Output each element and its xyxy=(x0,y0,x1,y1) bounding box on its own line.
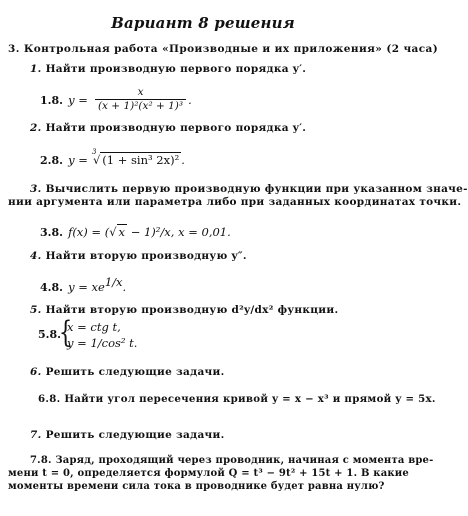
problem-7-8-line1: 7.8. Заряд, проходящий через проводник, начиная с момента вре- xyxy=(30,455,434,466)
problem-1-8 xyxy=(40,86,192,113)
problem-1-8-lhs: y = xyxy=(68,93,88,107)
task-2-text: Найти производную первого порядка y′. xyxy=(45,122,307,134)
task-1-heading xyxy=(30,63,306,75)
task-4-number: 4. xyxy=(30,250,42,262)
problem-2-8 xyxy=(40,149,185,168)
task-1-number: 1. xyxy=(30,63,42,75)
page-title: Вариант 8 решения xyxy=(111,14,295,32)
task-3-number: 3. xyxy=(30,183,42,195)
problem-1-8-fraction xyxy=(95,86,186,113)
problem-4-8-exponent: 1/x xyxy=(104,275,123,289)
problem-4-8-expr: y = xe xyxy=(68,280,105,294)
task-2-number: 2. xyxy=(30,122,42,134)
section-number: 3. xyxy=(8,43,20,55)
task-7-text: Решить следующие задачи. xyxy=(45,429,225,441)
task-5-text: Найти вторую производную d²y/dx² функции. xyxy=(45,304,339,316)
problem-1-8-numerator: x xyxy=(137,86,144,98)
task-6-number: 6. xyxy=(30,366,42,378)
problem-6-8 xyxy=(38,393,436,405)
task-4-heading xyxy=(30,250,247,262)
problem-3-8-radicand xyxy=(117,224,128,239)
problem-3-8-root: √ x xyxy=(109,225,126,239)
problem-5-8-line2: y = 1/cos² t. xyxy=(67,336,138,350)
system-brace: { xyxy=(58,315,73,350)
problem-7-8-line2: мени t = 0, определяется формулой Q = t³ − 9t² + 15t + 1. В какие xyxy=(8,468,409,479)
problem-7-8-line3: моменты времени сила тока в проводнике будет равна нулю? xyxy=(8,481,385,492)
problem-5-8-label: 5.8. xyxy=(38,328,61,341)
problem-2-8-tail: . xyxy=(181,153,185,167)
problem-4-8 xyxy=(40,276,126,295)
task-7-number: 7. xyxy=(30,429,42,441)
task-6-heading xyxy=(30,366,225,378)
problem-4-8-label: 4.8. xyxy=(40,281,63,294)
problem-3-8-label: 3.8. xyxy=(40,226,63,239)
problem-6-8-text: Найти угол пересечения кривой y = x − x³ и прямой y = 5x. xyxy=(64,393,436,405)
section-title: Контрольная работа «Производные и их приложения» (2 часа) xyxy=(23,43,439,55)
section-header xyxy=(8,43,438,55)
problem-3-8 xyxy=(40,221,231,240)
task-7-heading xyxy=(30,429,225,441)
task-5-number: 5. xyxy=(30,304,42,316)
problem-2-8-label: 2.8. xyxy=(40,154,63,167)
task-5-heading xyxy=(30,304,338,316)
problem-5-8-line1: x = ctg t, xyxy=(67,320,121,334)
task-2-heading xyxy=(30,122,306,134)
task-6-text: Решить следующие задачи. xyxy=(45,366,225,378)
problem-1-8-denominator: (x + 1)²(x² + 1)³ xyxy=(95,99,186,113)
problem-2-8-root-index: 3 xyxy=(91,148,97,156)
task-3-heading-line1 xyxy=(30,183,468,195)
problem-6-8-label: 6.8. xyxy=(38,393,61,405)
task-1-text: Найти производную первого порядка y′. xyxy=(45,63,307,75)
problem-3-8-radicand-var: x xyxy=(118,225,126,239)
problem-4-8-tail: . xyxy=(122,280,127,294)
problem-1-8-label: 1.8. xyxy=(40,94,63,107)
task-3-heading-line2: нии аргумента или параметра либо при заданных координатах точки. xyxy=(8,196,462,208)
problem-2-8-radicand: (1 + sin³ 2x)² xyxy=(102,153,180,167)
problem-2-8-root: 3 √ (1 + sin³ 2x)² xyxy=(91,148,180,167)
problem-2-8-lhs: y = xyxy=(68,153,88,167)
problem-1-8-tail: . xyxy=(188,93,192,107)
task-4-text: Найти вторую производную y″. xyxy=(45,250,247,262)
problem-3-8-expr-a: f(x) = ( xyxy=(68,225,110,239)
problem-3-8-expr-b: − 1)²/x, x = 0,01. xyxy=(127,225,231,239)
task-3-text-1: Вычислить первую производную функции при указанном значе- xyxy=(45,183,468,195)
